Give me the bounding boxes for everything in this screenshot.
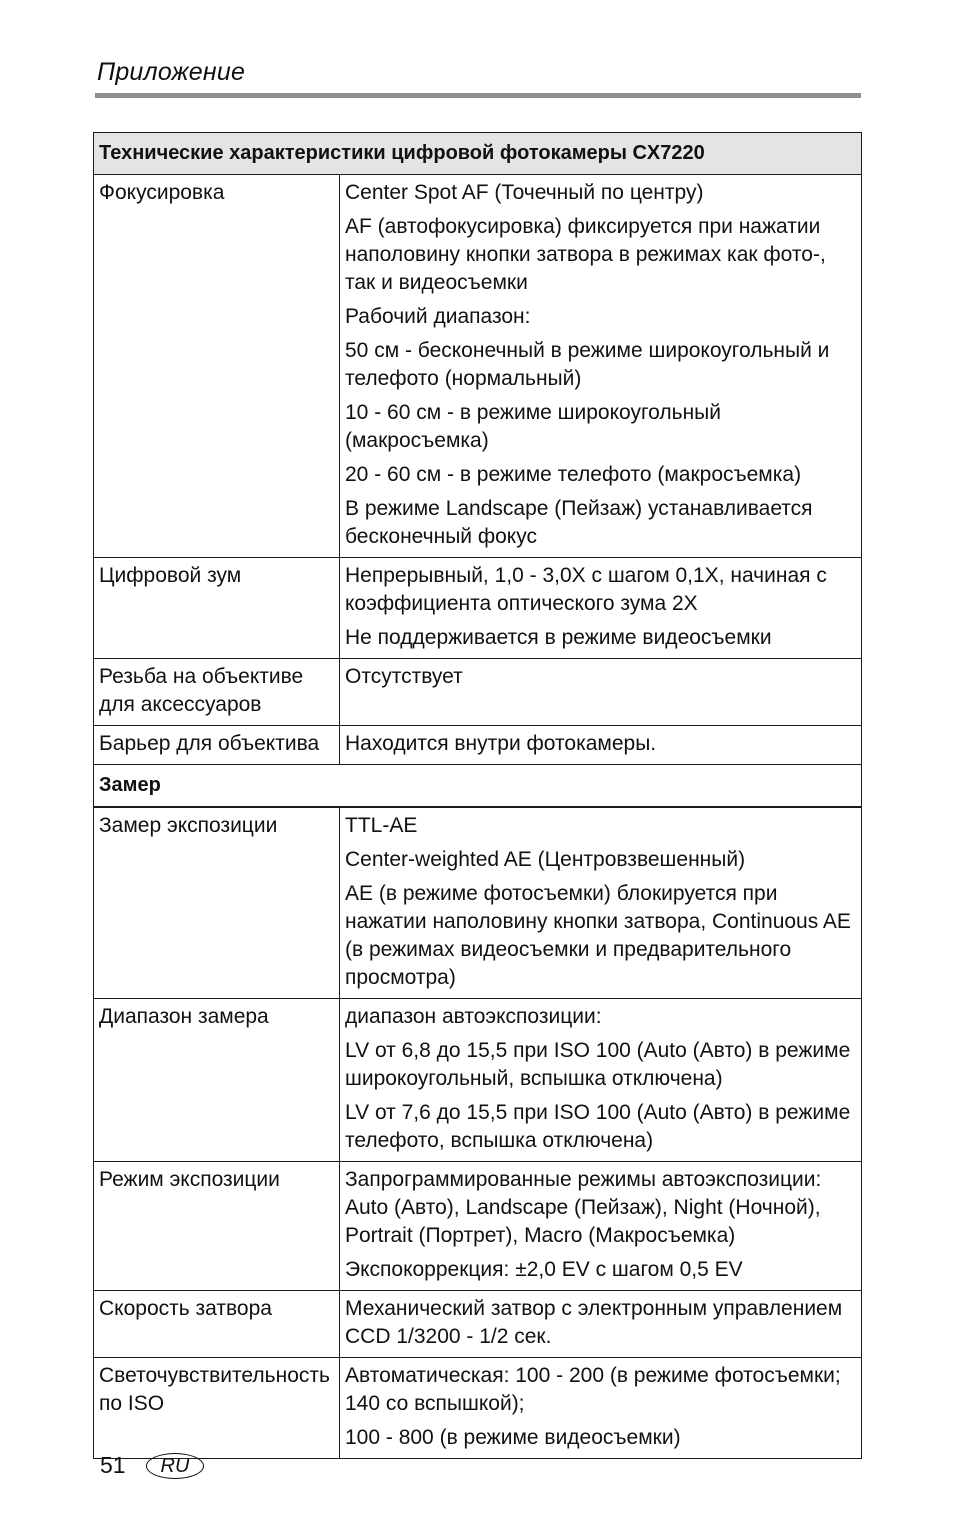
spec-label: Барьер для объектива xyxy=(94,726,340,765)
spec-value: Экспокоррекция: ±2,0 EV с шагом 0,5 EV xyxy=(345,1258,743,1281)
spec-label: Режим экспозиции xyxy=(94,1162,340,1291)
page-header-title: Приложение xyxy=(97,58,246,86)
spec-value: 50 см - бесконечный в режиме широкоугольный и телефото (нормальный) xyxy=(345,339,830,390)
spec-value: AF (автофокусировка) фиксируется при нажатии наполовину кнопки затвора в режимах как фото-, так и видеосъемки xyxy=(345,215,826,294)
spec-value: В режиме Landscape (Пейзаж) устанавливается бесконечный фокус xyxy=(345,497,813,548)
table-row xyxy=(94,659,862,726)
spec-label: Диапазон замера xyxy=(94,999,340,1162)
spec-value-cell xyxy=(340,1291,862,1358)
spec-value: Механический затвор с электронным управлением CCD 1/3200 - 1/2 сек. xyxy=(345,1297,843,1348)
spec-label: Замер экспозиции xyxy=(94,807,340,999)
spec-label: Скорость затвора xyxy=(94,1291,340,1358)
spec-value: Center Spot AF (Точечный по центру) xyxy=(345,181,704,204)
page-number: 51 xyxy=(100,1452,126,1478)
spec-value-cell xyxy=(340,999,862,1162)
table-row xyxy=(94,1291,862,1358)
spec-value: Автоматическая: 100 - 200 (в режиме фотосъемки; 140 со вспышкой); xyxy=(345,1364,841,1415)
spec-value: Не поддерживается в режиме видеосъемки xyxy=(345,626,772,649)
spec-value: LV от 6,8 до 15,5 при ISO 100 (Auto (Авто) в режиме широкоугольный, вспышка отключена) xyxy=(345,1039,851,1090)
spec-value: Center-weighted AE (Центровзвешенный) xyxy=(345,848,746,871)
spec-value-cell xyxy=(340,558,862,659)
spec-value-cell xyxy=(340,807,862,999)
spec-value: 20 - 60 см - в режиме телефото (макросъемка) xyxy=(345,463,802,486)
spec-value-cell xyxy=(340,175,862,558)
spec-value: TTL-AE xyxy=(345,814,418,837)
spec-value-cell xyxy=(340,726,862,765)
spec-label: Цифровой зум xyxy=(94,558,340,659)
table-row xyxy=(94,999,862,1162)
section-header-row xyxy=(94,765,862,808)
spec-value-cell xyxy=(340,659,862,726)
table-row xyxy=(94,807,862,999)
language-badge: RU xyxy=(146,1453,204,1479)
spec-value: 100 - 800 (в режиме видеосъемки) xyxy=(345,1426,681,1449)
header-divider xyxy=(95,93,861,98)
table-row xyxy=(94,726,862,765)
spec-value: Запрограммированные режимы автоэкспозиции: Auto (Авто), Landscape (Пейзаж), Night (Ночной), Portrait (Портрет), Macro (Макросъемка) xyxy=(345,1168,822,1247)
table-title-row xyxy=(94,133,862,175)
spec-value: LV от 7,6 до 15,5 при ISO 100 (Auto (Авто) в режиме телефото, вспышка отключена) xyxy=(345,1101,851,1152)
spec-label: Резьба на объективе для аксессуаров xyxy=(94,659,340,726)
spec-label: Фокусировка xyxy=(94,175,340,558)
spec-table xyxy=(93,132,862,1459)
spec-value-cell xyxy=(340,1358,862,1459)
spec-value: Непрерывный, 1,0 - 3,0X с шагом 0,1X, начиная с коэффициента оптического зума 2X xyxy=(345,564,827,615)
table-row xyxy=(94,175,862,558)
spec-value: диапазон автоэкспозиции: xyxy=(345,1005,602,1028)
spec-value: 10 - 60 см - в режиме широкоугольный (макросъемка) xyxy=(345,401,721,452)
spec-value: Рабочий диапазон: xyxy=(345,305,531,328)
section-title: Замер xyxy=(94,765,862,808)
table-row xyxy=(94,1162,862,1291)
spec-value-cell xyxy=(340,1162,862,1291)
table-row xyxy=(94,1358,862,1459)
table-row xyxy=(94,558,862,659)
spec-label: Светочувствительность по ISO xyxy=(94,1358,340,1459)
spec-value: Находится внутри фотокамеры. xyxy=(345,732,657,755)
table-title: Технические характеристики цифровой фотокамеры CX7220 xyxy=(94,133,862,175)
spec-value: AE (в режиме фотосъемки) блокируется при нажатии наполовину кнопки затвора, Continuous AE (в режимах видеосъемки и предварительного просмотра) xyxy=(345,882,851,989)
spec-value: Отсутствует xyxy=(345,665,463,688)
